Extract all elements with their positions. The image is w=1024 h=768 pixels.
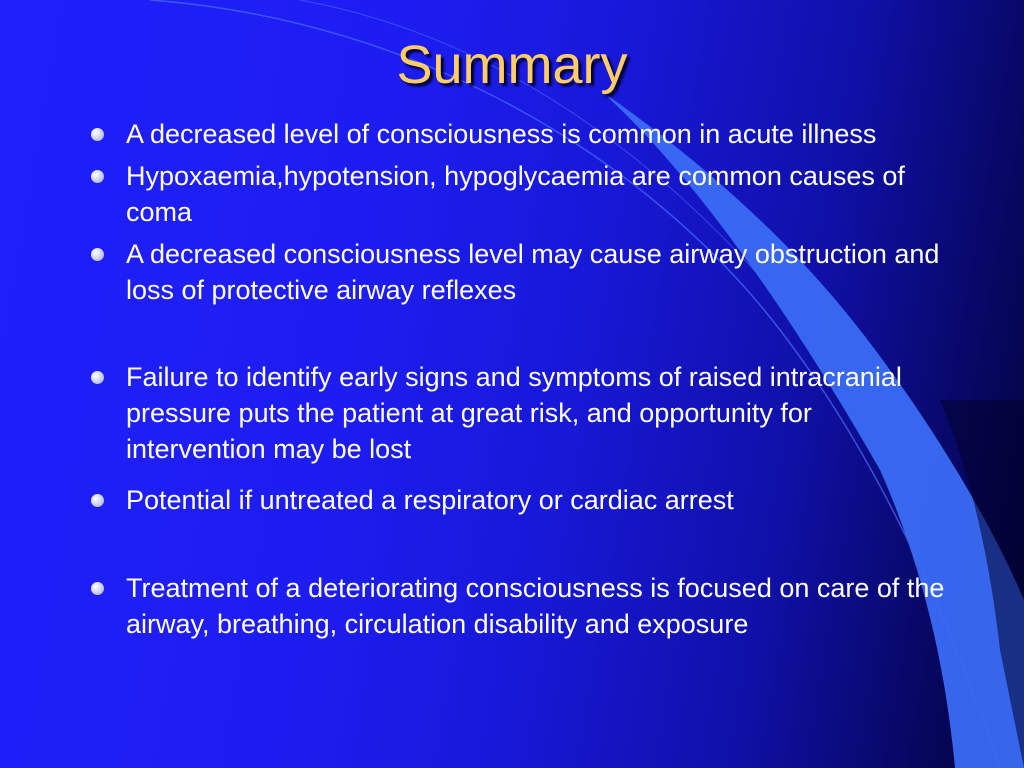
- bullet-dot-icon: [91, 170, 104, 183]
- slide-title: Summary: [396, 35, 628, 95]
- bullet-item: [88, 236, 948, 308]
- bullet-text: Potential if untreated a respiratory or cardiac arrest: [126, 485, 734, 515]
- bullet-dot-icon: [91, 371, 104, 384]
- bullet-text: Failure to identify early signs and symptoms of raised intracranial pressure puts the patient at great risk, and opportunity for intervention may be lost: [126, 362, 902, 464]
- bullet-dot-icon: [91, 248, 104, 261]
- bullet-item: [88, 116, 948, 152]
- bullet-item: [88, 359, 948, 467]
- bullet-item: [88, 158, 948, 230]
- bullet-text: Hypoxaemia,hypotension, hypoglycaemia are common causes of coma: [126, 161, 905, 227]
- bullet-text: Treatment of a deteriorating consciousness is focused on care of the airway, breathing, circulation disability and exposure: [126, 573, 945, 639]
- bullet-list: [88, 116, 948, 642]
- bullet-text: A decreased consciousness level may cause airway obstruction and loss of protective airway reflexes: [126, 239, 940, 305]
- bullet-item: [88, 570, 948, 642]
- bullet-dot-icon: [91, 582, 104, 595]
- bullet-dot-icon: [91, 494, 104, 507]
- bullet-text: A decreased level of consciousness is common in acute illness: [126, 119, 877, 149]
- bullet-item: [88, 482, 948, 518]
- bullet-dot-icon: [91, 128, 104, 141]
